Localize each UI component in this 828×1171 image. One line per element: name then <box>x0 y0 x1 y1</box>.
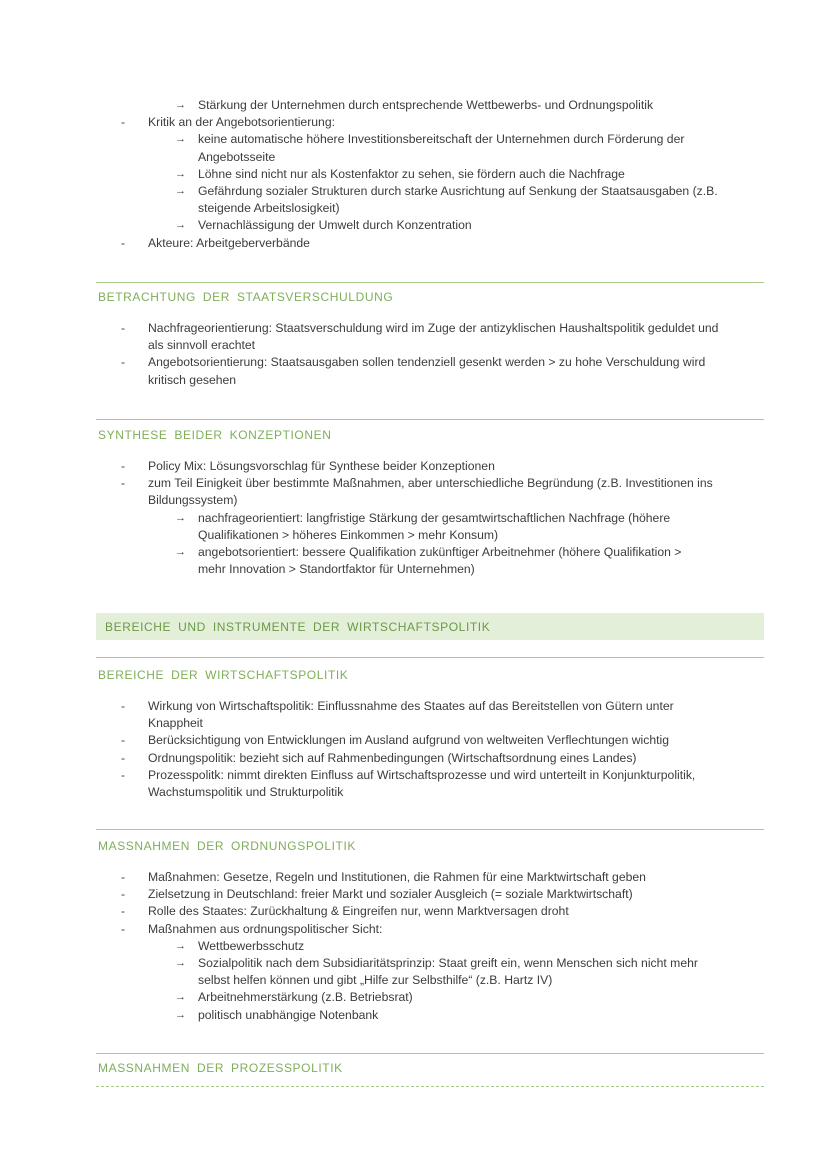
section-heading: BEREICHE DER WIRTSCHAFTSPOLITIK <box>98 668 349 682</box>
arrow-icon: → <box>175 939 186 952</box>
bullet-item: - Maßnahmen aus ordnungspolitischer Sicht: <box>0 921 828 938</box>
bereiche-list <box>0 698 828 801</box>
arrow-item: → angebotsorientiert: bessere Qualifikation zukünftiger Arbeitnehmer (höhere Qualifikation > mehr Innovation > Standortfaktor für Unternehmen) <box>175 545 682 577</box>
bullet-item: - Angebotsorientierung: Staatsausgaben sollen tendenziell gesenkt werden > zu hohe Verschuldung wird kritisch gesehen <box>121 355 706 387</box>
dash-icon: - <box>121 235 126 250</box>
arrow-item: → Sozialpolitik nach dem Subsidiaritätsprinzip: Staat greift ein, wenn Menschen sich nicht mehr selbst helfen können und gibt „Hilfe zur Selbsthilfe“ (z.B. Hartz IV) <box>175 956 698 988</box>
staatsverschuldung-list <box>0 320 828 389</box>
dash-icon: - <box>121 733 126 748</box>
chapter-banner <box>96 613 764 640</box>
arrow-item: → Wettbewerbsschutz <box>0 938 828 955</box>
arrow-icon: → <box>175 185 186 198</box>
dash-icon: - <box>121 476 126 491</box>
ordnung-list <box>0 869 828 1024</box>
section-divider <box>96 1053 764 1054</box>
arrow-item: → Vernachlässigung der Umwelt durch Konzentration <box>0 217 828 234</box>
dash-icon: - <box>121 887 126 902</box>
section-divider <box>96 282 764 283</box>
bullet-item: - Maßnahmen: Gesetze, Regeln und Institutionen, die Rahmen für eine Marktwirtschaft geben <box>0 869 828 886</box>
bullet-item: - Wirkung von Wirtschaftspolitik: Einflussnahme des Staates auf das Bereitstellen von Gütern unter Knappheit <box>121 699 674 731</box>
bullet-item: - Rolle des Staates: Zurückhaltung & Eingreifen nur, wenn Marktversagen droht <box>0 903 828 920</box>
dash-icon: - <box>121 870 126 884</box>
chapter-title: BEREICHE UND INSTRUMENTE DER WIRTSCHAFTSPOLITIK <box>105 620 491 634</box>
dash-icon: - <box>121 355 126 370</box>
dash-icon: - <box>121 459 126 473</box>
section-divider <box>96 829 764 830</box>
arrow-icon: → <box>175 99 186 111</box>
arrow-icon: → <box>175 133 186 146</box>
bullet-item: - Akteure: Arbeitgeberverbände <box>0 235 828 252</box>
section-heading: MASSNAHMEN DER ORDNUNGSPOLITIK <box>98 839 357 853</box>
dash-icon: - <box>121 115 126 130</box>
dashed-divider <box>96 1086 764 1087</box>
arrow-item: → Arbeitnehmerstärkung (z.B. Betriebsrat) <box>0 989 828 1006</box>
arrow-item: → politisch unabhängige Notenbank <box>0 1007 828 1024</box>
dash-icon: - <box>121 321 126 335</box>
dash-icon: - <box>121 750 126 765</box>
section-divider <box>96 657 764 658</box>
bullet-item: - Berücksichtigung von Entwicklungen im Ausland aufgrund von weltweiten Verflechtungen wichtig <box>0 732 828 749</box>
bullet-item: - Nachfrageorientierung: Staatsverschuldung wird im Zuge der antizyklischen Haushaltspolitik geduldet und als sinnvoll erachtet <box>121 321 719 353</box>
bullet-item: - Ordnungspolitik: bezieht sich auf Rahmenbedingungen (Wirtschaftsordnung eines Landes) <box>0 750 828 767</box>
arrow-icon: → <box>175 511 186 524</box>
synthese-list <box>0 458 828 578</box>
section-heading: BETRACHTUNG DER STAATSVERSCHULDUNG <box>98 290 394 304</box>
bullet-item: - Policy Mix: Lösungsvorschlag für Synthese beider Konzeptionen <box>0 458 828 475</box>
dash-icon: - <box>121 921 126 936</box>
arrow-icon: → <box>175 167 186 180</box>
dash-icon: - <box>121 699 126 713</box>
bullet-item: - zum Teil Einigkeit über bestimmte Maßnahmen, aber unterschiedliche Begründung (z.B. Investitionen ins Bildungssystem) <box>121 476 713 508</box>
arrow-icon: → <box>175 957 186 970</box>
arrow-item: → nachfrageorientiert: langfristige Stärkung der gesamtwirtschaftlichen Nachfrage (höhere Qualifikationen > höheres Einkommen > mehr Konsum) <box>175 510 671 542</box>
bullet-item: - Zielsetzung in Deutschland: freier Markt und sozialer Ausgleich (= soziale Marktwirtschaft) <box>0 886 828 903</box>
section-heading: MASSNAHMEN DER PROZESSPOLITIK <box>98 1061 343 1075</box>
dash-icon: - <box>121 767 126 782</box>
bullet-item: - Prozesspolitk: nimmt direkten Einfluss auf Wirtschaftsprozesse und wird unterteilt in Konjunkturpolitik, Wachstumspolitik und Strukturpolitik <box>121 767 696 800</box>
arrow-item: → Gefährdung sozialer Strukturen durch starke Ausrichtung auf Senkung der Staatsausgaben (z.B. steigende Arbeitslosigkeit) <box>175 184 718 216</box>
dash-icon: - <box>121 904 126 919</box>
arrow-item: → Stärkung der Unternehmen durch entsprechende Wettbewerbs- und Ordnungspolitik <box>0 97 828 114</box>
section-heading: SYNTHESE BEIDER KONZEPTIONEN <box>98 428 332 442</box>
arrow-icon: → <box>175 546 186 559</box>
arrow-icon: → <box>175 1008 186 1021</box>
section-divider <box>96 419 764 420</box>
angebot-block <box>0 97 828 252</box>
arrow-item: → Löhne sind nicht nur als Kostenfaktor zu sehen, sie fördern auch die Nachfrage <box>0 166 828 183</box>
arrow-icon: → <box>175 991 186 1004</box>
bullet-item: - Kritik an der Angebotsorientierung: <box>0 114 828 131</box>
arrow-item: → keine automatische höhere Investitionsbereitschaft der Unternehmen durch Förderung der Angebotsseite <box>175 132 685 164</box>
arrow-icon: → <box>175 219 186 232</box>
